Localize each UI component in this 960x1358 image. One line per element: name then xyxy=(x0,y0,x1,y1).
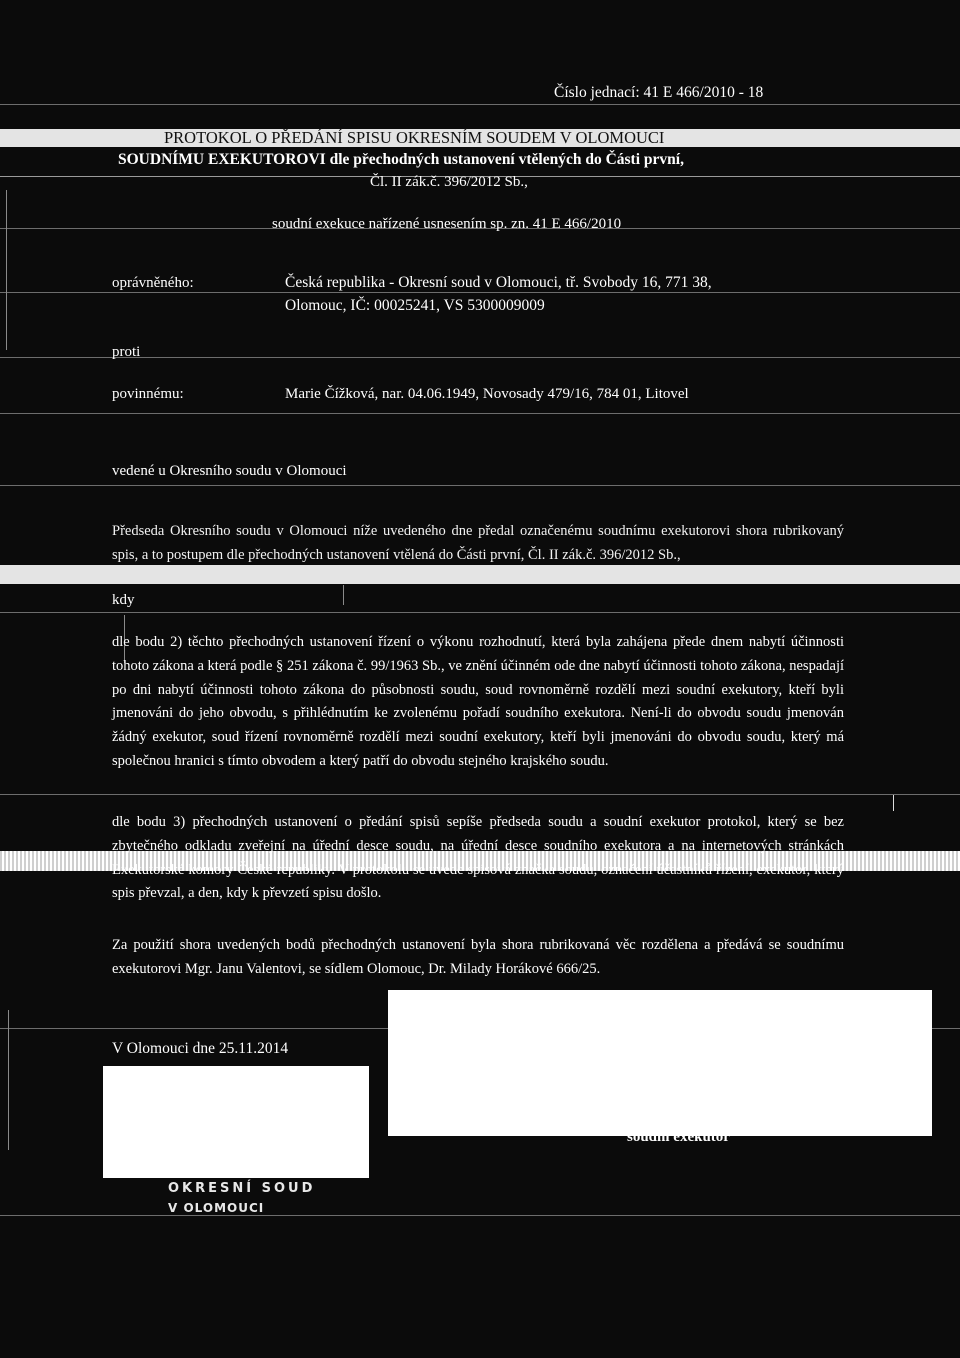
paragraph-3: dle bodu 3) přechodných ustanovení o předání spisů sepíše předseda soudu a soudní exekutor protokol, který se bez zbytečného odkladu zveřejní na úřední desce soudu, na úřední desce soudního exekutora a na internetových stránkách Exekutorské komory České republiky. V protokolu se uvede spisová značka soudu, označení účastníků řízení, exekutor, který spis převzal, a den, kdy k převzetí spisu došlo. xyxy=(112,814,844,902)
scan-line xyxy=(0,1215,960,1216)
court-stamp-line-2: V OLOMOUCI xyxy=(168,1201,265,1215)
debtor-value: Marie Čížková, nar. 04.06.1949, Novosady 479/16, 784 01, Litovel xyxy=(285,386,689,402)
court-line: vedené u Okresního soudu v Olomouci xyxy=(112,463,347,479)
scan-band xyxy=(0,565,960,584)
scan-line xyxy=(0,794,960,795)
paragraph-1 xyxy=(112,520,844,568)
scan-line xyxy=(0,485,960,486)
debtor-label: povinnému: xyxy=(112,386,184,402)
case-number: Číslo jednací: 41 E 466/2010 - 18 xyxy=(554,84,764,101)
paragraph-4: Za použití shora uvedených bodů přechodných ustanovení byla shora rubrikovaná věc rozdělena a předává se soudnímu exekutorovi Mgr. Janu Valentovi, se sídlem Olomouc, Dr. Milady Horákové 666/25. xyxy=(112,937,844,977)
paragraph-2: dle bodu 2) těchto přechodných ustanovení řízení o výkonu rozhodnutí, která byla zahájena přede dnem nabytí účinnosti tohoto zákona a která podle § 251 zákona č. 99/1963 Sb., ve znění účinném ode dne nabytí účinnosti tohoto zákona, nespadají po dni nabytí účinnosti tohoto zákona do působnosti soudu, soud rovnoměrně rozdělí mezi soudní exekutory, kteří byli jmenováni do jeho obvodu, s přihlédnutím ke zvolenému pořadí soudního exekutora. Není-li do obvodu soudu jmenován žádný exekutor, soud řízení rovnoměrně rozdělí mezi soudní exekutory, kteří byli jmenováni do obvodu soudu, který má společnou hranici s tímto obvodem a který patří do obvodu stejného krajského soudu. xyxy=(112,634,844,769)
scan-line xyxy=(0,357,960,358)
document-title: PROTOKOL O PŘEDÁNÍ SPISU OKRESNÍM SOUDEM V OLOMOUCI xyxy=(164,128,665,147)
scan-line xyxy=(0,413,960,414)
court-stamp-line-1: OKRESNÍ SOUD xyxy=(168,1181,316,1196)
scan-line xyxy=(893,795,894,811)
executor-role: soudní exekutor xyxy=(627,1129,730,1145)
paragraph-1-text: Předseda Okresního soudu v Olomouci níže uvedeného dne předal označenému soudnímu exekutorovi shora rubrikovaný spis, a to postupem dle přechodných ustanovení vtělená do Části první, Čl. II zák.č. 396/2012 Sb., xyxy=(112,523,844,563)
scan-line xyxy=(0,104,960,105)
scan-line xyxy=(6,190,7,350)
scan-line xyxy=(0,612,960,613)
law-reference: Čl. II zák.č. 396/2012 Sb., xyxy=(370,174,528,190)
creditor-line-1: Česká republika - Okresní soud v Olomouci, tř. Svobody 16, 771 38, xyxy=(285,274,712,291)
document-subtitle: SOUDNÍMU EXEKUTOROVI dle přechodných ustanovení vtělených do Části první, xyxy=(118,151,684,168)
scan-line xyxy=(343,585,344,605)
scan-line xyxy=(8,1010,9,1150)
redacted-signature-executor xyxy=(388,990,932,1136)
scan-line xyxy=(0,292,960,293)
execution-reference: soudní exekuce nařízené usnesením sp. zn. 41 E 466/2010 xyxy=(272,216,622,232)
redacted-signature-court xyxy=(103,1066,369,1178)
against-label: proti xyxy=(112,344,141,360)
place-date: V Olomouci dne 25.11.2014 xyxy=(112,1040,289,1057)
paragraph-1-tail: kdy xyxy=(112,592,135,608)
creditor-line-2: Olomouc, IČ: 00025241, VS 5300009009 xyxy=(285,297,545,314)
creditor-label: oprávněného: xyxy=(112,275,194,291)
